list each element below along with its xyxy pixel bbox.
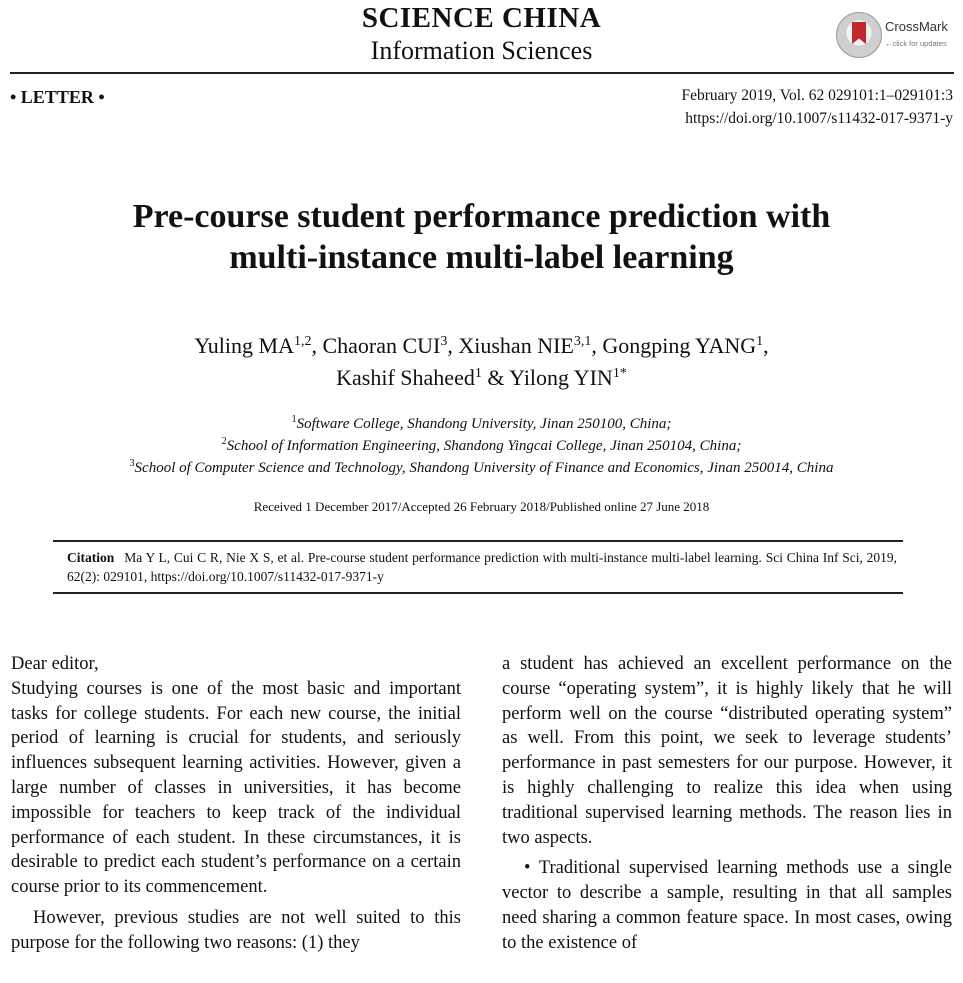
arrow-left-icon: ← [885, 39, 893, 48]
title-line-1: Pre-course student performance prediction with [132, 198, 831, 235]
author-line-1 [0, 330, 963, 362]
author-separator: , [763, 333, 769, 358]
author-affiliation-mark: 3 [440, 334, 448, 349]
crossmark-sublabel-text: click for updates [892, 39, 947, 48]
issue-line: February 2019, Vol. 62 029101:1–029101:3 [681, 87, 953, 104]
affiliation-item [0, 413, 963, 435]
journal-section: Information Sciences [370, 36, 593, 65]
body-paragraph: However, previous studies are not well suited to this purpose for the following two reasons: (1) they [11, 907, 461, 953]
body-column-left [11, 652, 461, 956]
citation-box [53, 540, 903, 594]
body-column-right [502, 652, 952, 956]
author-line-2 [0, 362, 963, 394]
affiliation-text: Software College, Shandong University, Jinan 250100, China; [296, 416, 672, 432]
citation-text-block [67, 548, 897, 586]
affiliation-mark: 3 [129, 458, 135, 469]
author-list [0, 330, 963, 394]
doi-link[interactable]: https://doi.org/10.1007/s11432-017-9371-y [685, 110, 953, 127]
paper-title [0, 196, 963, 278]
affiliation-list [0, 413, 963, 479]
affiliation-text: School of Computer Science and Technology, Shandong University of Finance and Economics, Jinan 250014, China [134, 460, 834, 476]
body-paragraph: a student has achieved an excellent performance on the course “operating system”, it is highly likely that he will perform well on the course “distributed operating system” as well. From this point, we seek to leverage students’ performance in past semesters for our purpose. However, it is highly challenging to realize this idea when using traditional supervised learning methods. The reason lies in two aspects. [502, 654, 952, 848]
affiliation-mark: 2 [221, 436, 227, 447]
author-separator: , [311, 333, 323, 358]
salutation: Dear editor, [11, 654, 99, 674]
author-name: Kashif Shaheed [336, 365, 475, 390]
author-name: Gongping YANG [602, 333, 757, 358]
title-line-2: multi-instance multi-label learning [229, 239, 734, 276]
author-name: Chaoran CUI [322, 333, 441, 358]
article-type: • LETTER • [10, 87, 105, 107]
affiliation-item [0, 435, 963, 457]
crossmark-sublabel [885, 39, 947, 48]
author-affiliation-mark: 1,2 [293, 334, 312, 349]
author-separator: , [591, 333, 603, 358]
author-separator: , [447, 333, 459, 358]
citation-text: Ma Y L, Cui C R, Nie X S, et al. Pre-course student performance prediction with multi-instance multi-label learning. Sci China Inf Sci, 2019, 62(2): 029101, https://doi.org/10.1007/s11432-017-9371-y [67, 550, 897, 584]
affiliation-text: School of Information Engineering, Shandong Yingcai College, Jinan 250104, China; [226, 438, 742, 454]
publication-dates: Received 1 December 2017/Accepted 26 February 2018/Published online 27 June 2018 [253, 499, 710, 514]
citation-label: Citation [67, 550, 115, 565]
journal-name: SCIENCE CHINA [361, 2, 602, 34]
author-affiliation-mark: 1 [474, 366, 482, 381]
affiliation-item [0, 457, 963, 479]
author-name: Yuling MA [194, 333, 294, 358]
author-affiliation-mark: 1 [756, 334, 764, 349]
header-divider [10, 72, 954, 74]
author-affiliation-mark: 1* [612, 366, 627, 381]
affiliation-mark: 1 [291, 414, 297, 425]
bookmark-icon [852, 22, 866, 44]
author-name: Xiushan NIE [458, 333, 574, 358]
bullet-paragraph: • Traditional supervised learning methods use a single vector to describe a sample, resulting in that all samples need sharing a common feature space. In most cases, owing to the existence of [502, 858, 952, 953]
body-paragraph: Studying courses is one of the most basic and important tasks for college students. For each new course, the initial period of learning is crucial for students, and seriously influences subsequent learning activities. However, given a large number of classes in universities, it has become impossible for teachers to keep track of the individual performance of each student. In these circumstances, it is desirable to predict each student’s performance on a certain course prior to its commencement. [11, 678, 461, 898]
author-affiliation-mark: 3,1 [573, 334, 592, 349]
crossmark-label: CrossMark [885, 19, 948, 34]
author-name: Yilong YIN [509, 365, 613, 390]
issue-info [681, 84, 953, 130]
author-separator: & [481, 365, 510, 390]
crossmark-icon [836, 12, 882, 58]
crossmark-badge[interactable] [836, 12, 956, 58]
